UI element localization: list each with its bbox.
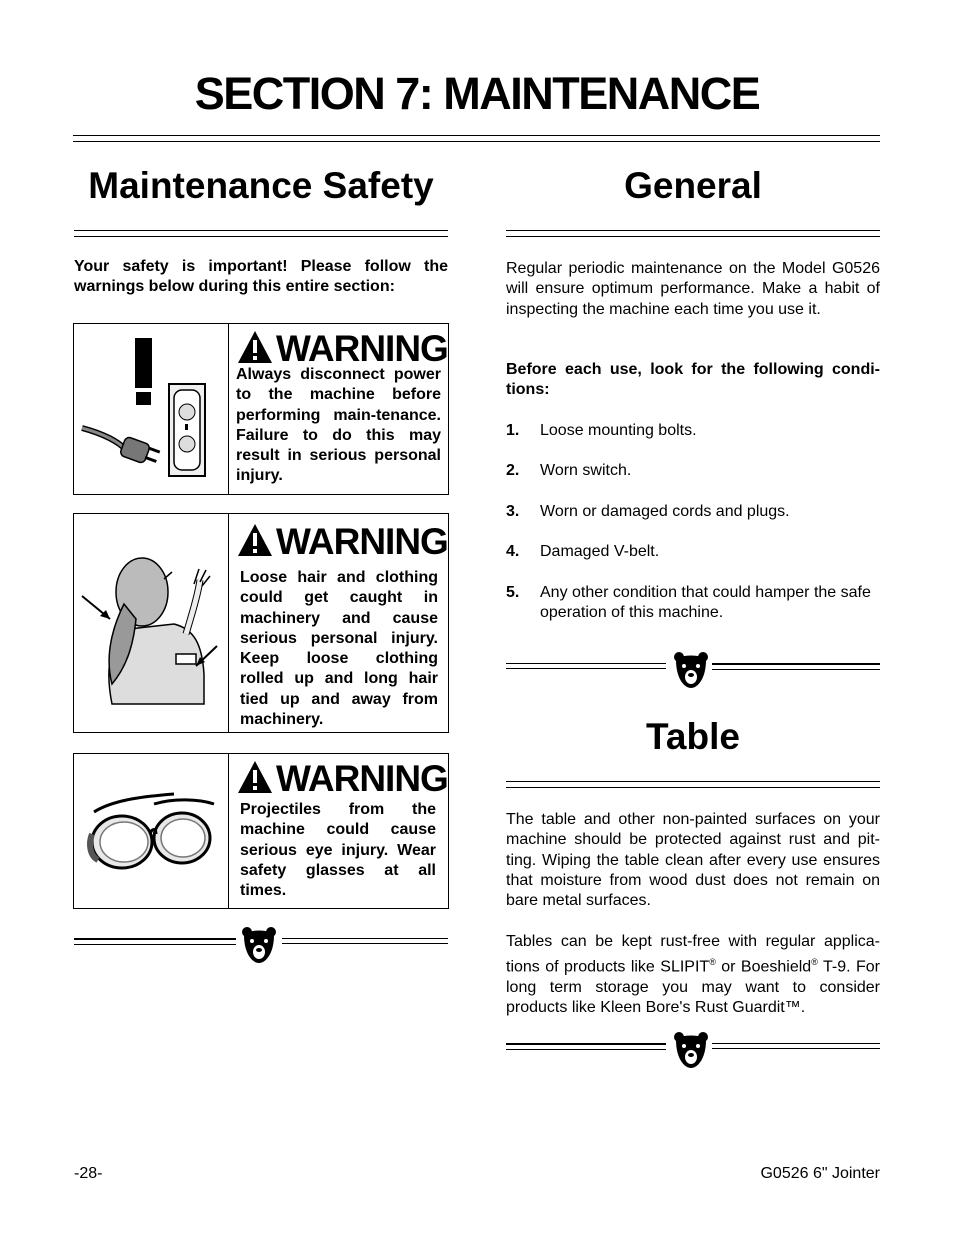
warning-text-eyes: Projectiles from the machine could cause serious eye injury. Wear safety glasses at all times.	[240, 801, 436, 900]
warning-triangle-icon	[236, 329, 274, 365]
warning-triangle-icon	[236, 759, 274, 795]
warning-label: WARNING	[276, 521, 448, 562]
list-item-number: 5.	[506, 584, 520, 601]
list-item: Any other condition that could hamper the safe operation of this machine.	[540, 584, 871, 622]
general-paragraph: Regular periodic maintenance on the Model G0526 will ensure optimum performance. Make a habit of inspecting the machine each time you use it.	[506, 260, 880, 318]
bear-divider-table	[506, 1030, 880, 1070]
person-hair-icon	[74, 514, 228, 732]
list-item-number: 3.	[506, 503, 520, 520]
table-paragraph-1: The table and other non-painted surfaces on your machine should be protected against rust and pit-ting. Wiping the table clean after every use ensures that moisture from wood dust does not remain on bare metal surfaces.	[506, 811, 880, 910]
page-number: -28-	[74, 1165, 103, 1182]
list-item-number: 2.	[506, 462, 520, 479]
warning-triangle-icon	[236, 522, 274, 558]
bear-logo-icon	[672, 1030, 710, 1070]
general-heading: General	[624, 165, 762, 206]
plug-outlet-icon	[74, 324, 228, 494]
general-rule	[506, 230, 880, 237]
warning-label: WARNING	[276, 758, 448, 799]
list-item: Damaged V-belt.	[540, 543, 660, 560]
hair-clothing-illustration	[74, 514, 229, 732]
warning-box-eyes	[73, 753, 449, 909]
table-paragraph-2: Tables can be kept rust-free with regular applica-tions of products like SLIPIT® or Boeshield® T-9. For long term storage you may want to consider products like Kleen Bore's Rust Guardit™.	[506, 933, 881, 1017]
general-lead: Before each use, look for the following condi-tions:	[506, 361, 880, 399]
section-title: SECTION 7: MAINTENANCE	[194, 68, 760, 119]
list-item: Worn or damaged cords and plugs.	[540, 503, 790, 520]
maintenance-safety-rule	[74, 230, 448, 237]
table-heading: Table	[646, 716, 740, 757]
warning-text-power: Always disconnect power to the machine before performing main-tenance. Failure to do this may result in serious personal injury.	[236, 366, 441, 485]
section-title-rule	[73, 135, 880, 142]
list-item-number: 1.	[506, 422, 520, 439]
list-item-number: 4.	[506, 543, 520, 560]
unplug-illustration	[74, 324, 229, 494]
warning-box-hair	[73, 513, 449, 733]
warning-header	[236, 522, 448, 562]
warning-text-hair: Loose hair and clothing could get caught in machinery and cause serious personal injury. Keep loose clothing rolled up and long hair tied up and away from machinery.	[240, 569, 438, 729]
warning-box-power	[73, 323, 449, 495]
maintenance-safety-heading: Maintenance Safety	[88, 165, 434, 206]
safety-intro: Your safety is important! Please follow the warnings below during this entire section:	[74, 258, 448, 296]
list-item: Worn switch.	[540, 462, 632, 479]
bear-divider-general	[506, 650, 880, 690]
bear-logo-icon	[672, 650, 710, 690]
safety-glasses-illustration	[74, 754, 229, 908]
list-item: Loose mounting bolts.	[540, 422, 697, 439]
warning-header	[236, 759, 448, 799]
warning-label: WARNING	[276, 328, 448, 369]
bear-divider-left	[74, 925, 448, 965]
bear-logo-icon	[240, 925, 278, 965]
warning-header	[236, 329, 448, 369]
footer-model: G0526 6" Jointer	[760, 1165, 880, 1182]
safety-glasses-icon	[74, 754, 228, 908]
table-rule	[506, 781, 880, 788]
